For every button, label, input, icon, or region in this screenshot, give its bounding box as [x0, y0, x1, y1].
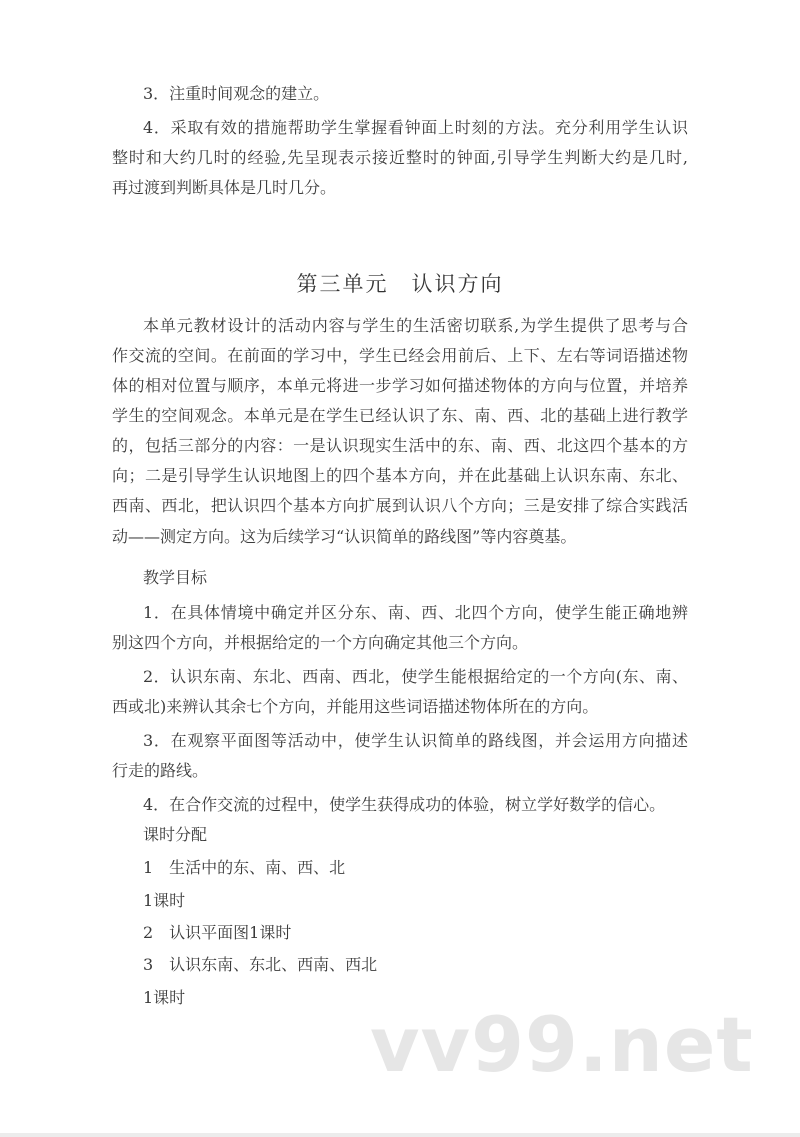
- intro-line: 作交流的空间。在前面的学习中，学生已经会用前后、上下、左右等词语描述物: [112, 346, 688, 365]
- page-bottom-edge: [0, 1133, 800, 1137]
- intro-line: 向；二是引导学生认识地图上的四个基本方向，并在此基础上认识东南、东北、: [112, 466, 688, 485]
- item-4-line: 整时和大约几时的经验,先呈现表示接近整时的钟面,引导学生判断大约是几时,: [112, 148, 688, 167]
- goal-line: 4．在合作交流的过程中，使学生获得成功的体验，树立学好数学的信心。: [143, 795, 666, 814]
- goal-line: 别这四个方向，并根据给定的一个方向确定其他三个方向。: [112, 633, 529, 652]
- goal-line: 行走的路线。: [112, 761, 209, 780]
- intro-line: 本单元教材设计的活动内容与学生的生活密切联系,为学生提供了思考与合: [143, 316, 688, 335]
- goal-line: 西或北)来辨认其余七个方向，并能用这些词语描述物体所在的方向。: [112, 697, 599, 716]
- goal-line: 2．认识东南、东北、西南、西北，使学生能根据给定的一个方向(东、南、: [143, 667, 688, 686]
- item-4-line: 4．采取有效的措施帮助学生掌握看钟面上时刻的方法。充分利用学生认识: [143, 118, 688, 137]
- watermark: vv99.net: [370, 1000, 754, 1089]
- schedule-item: 1课时: [143, 891, 186, 910]
- unit-title: 第三单元 认识方向: [296, 272, 504, 296]
- item-3: 3．注重时间观念的建立。: [143, 84, 330, 103]
- intro-line: 体的相对位置与顺序，本单元将进一步学习如何描述物体的方向与位置，并培养: [112, 376, 688, 395]
- schedule-item: 3 认识东南、东北、西南、西北: [143, 955, 378, 974]
- goal-line: 3．在观察平面图等活动中，使学生认识简单的路线图，并会运用方向描述: [143, 731, 688, 750]
- item-4-line: 再过渡到判断具体是几时几分。: [112, 178, 337, 197]
- intro-line: 学生的空间观念。本单元是在学生已经认识了东、南、西、北的基础上进行教学: [112, 406, 688, 425]
- schedule-item: 1 生活中的东、南、西、北: [143, 858, 346, 877]
- schedule-heading: 课时分配: [143, 825, 208, 844]
- goals-heading: 教学目标: [143, 568, 208, 587]
- intro-line: 动——测定方向。这为后续学习“认识简单的路线图”等内容奠基。: [112, 527, 577, 546]
- schedule-item: 1课时: [143, 988, 186, 1007]
- goal-line: 1．在具体情境中确定并区分东、南、西、北四个方向，使学生能正确地辨: [143, 603, 688, 622]
- intro-line: 西南、西北，把认识四个基本方向扩展到认识八个方向；三是安排了综合实践活: [112, 496, 688, 515]
- intro-line: 的，包括三部分的内容：一是认识现实生活中的东、南、西、北这四个基本的方: [112, 436, 688, 455]
- schedule-item: 2 认识平面图1课时: [143, 923, 292, 942]
